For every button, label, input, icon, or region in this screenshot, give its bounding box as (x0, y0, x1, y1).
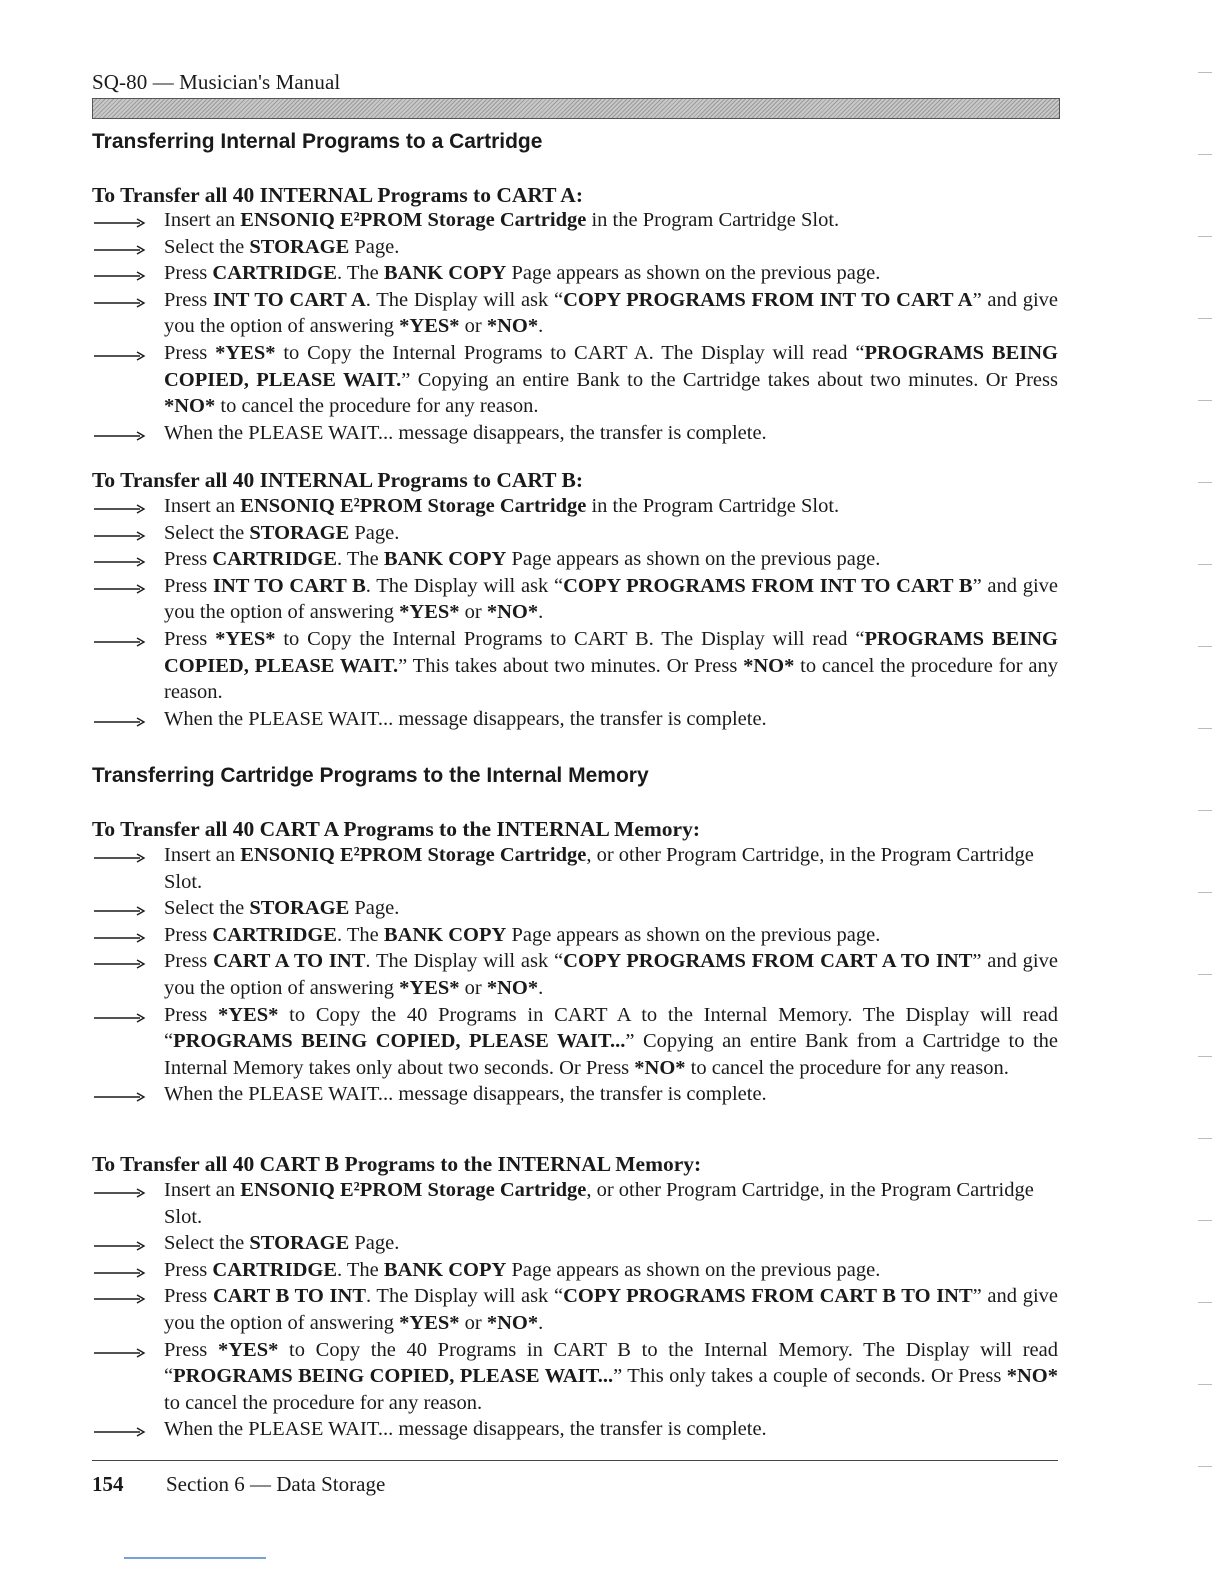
step-emphasis: *YES* (399, 976, 460, 999)
arrow-right-icon (92, 546, 152, 572)
step-emphasis: PROGRAMS BEING COPIED, PLEASE WAIT... (173, 1030, 626, 1053)
arrow-right-icon (92, 260, 152, 286)
procedure-step (92, 1337, 1058, 1417)
arrow-right-icon (92, 287, 152, 313)
step-run: to cancel the procedure for any reason. (685, 1056, 1009, 1079)
step-run: When the PLEASE WAIT... message disappears, the transfer is complete. (164, 1083, 767, 1106)
step-run: . The (337, 262, 384, 285)
procedure-title: To Transfer all 40 INTERNAL Programs to CART A: (92, 183, 583, 207)
arrow-right-icon (92, 626, 152, 652)
step-emphasis: ENSONIQ E²PROM Storage Cartridge (240, 1179, 587, 1201)
step-emphasis: *YES* (399, 601, 460, 624)
step-run: Press (164, 1338, 218, 1361)
procedure-step (92, 1416, 1058, 1443)
footer-rule (92, 1460, 1058, 1461)
step-emphasis: PROGRAMS BEING COPIED, PLEASE WAIT. (164, 341, 1058, 391)
scan-tick (1198, 728, 1212, 729)
step-emphasis: *NO* (743, 654, 795, 677)
arrow-right-icon (92, 573, 152, 599)
scan-tick (1198, 646, 1212, 647)
step-text (164, 207, 1058, 234)
scan-tick (1198, 810, 1212, 811)
arrow-right-icon (92, 842, 152, 868)
step-run: Page. (349, 897, 400, 920)
arrow-right-icon (92, 1177, 152, 1203)
section-heading: Transferring Internal Programs to a Cartridge (92, 130, 543, 153)
step-emphasis: PROGRAMS BEING COPIED, PLEASE WAIT... (173, 1365, 614, 1388)
step-run: . (538, 315, 544, 338)
step-emphasis: INT TO CART A (213, 288, 366, 311)
step-run: Press (164, 1258, 213, 1281)
step-emphasis: CARTRIDGE (212, 262, 337, 285)
step-run: . The Display will ask “ (365, 574, 564, 597)
step-run: or (459, 601, 487, 624)
step-run: , or other Program Cartridge, in the Program Cartridge Slot. (164, 1179, 1034, 1228)
step-run: , or other Program Cartridge, in the Program Cartridge Slot. (164, 844, 1034, 893)
scan-edge-ticks (1194, 0, 1224, 1584)
step-run: Select the (164, 897, 250, 920)
step-text (164, 1081, 1058, 1108)
step-emphasis: *YES* (217, 1338, 279, 1361)
scan-tick (1198, 400, 1212, 401)
arrow-right-icon (92, 1081, 152, 1107)
step-run: . The Display will ask “ (366, 1285, 564, 1308)
step-run: Insert an (164, 495, 241, 517)
scan-tick (1198, 1384, 1212, 1385)
step-text (164, 1177, 1058, 1230)
step-run: in the Program Cartridge Slot. (586, 495, 840, 517)
step-run: When the PLEASE WAIT... message disappears, the transfer is complete. (164, 1418, 767, 1441)
arrow-right-icon (92, 493, 152, 519)
procedure-step (92, 922, 1058, 949)
arrow-right-icon (92, 706, 152, 732)
step-run: ” and give you the option of answering (164, 950, 1058, 999)
arrow-right-icon (92, 1416, 152, 1442)
procedure-step (92, 1081, 1058, 1108)
step-emphasis: STORAGE (249, 521, 350, 544)
scan-tick (1198, 482, 1212, 483)
procedure-step (92, 895, 1058, 922)
procedure-title: To Transfer all 40 INTERNAL Programs to CART B: (92, 468, 583, 492)
step-text (164, 1416, 1058, 1443)
step-emphasis: COPY PROGRAMS FROM CART B TO INT (563, 1285, 973, 1308)
step-run: Page appears as shown on the previous page. (506, 548, 881, 571)
arrow-right-icon (92, 895, 152, 921)
scan-tick (1198, 892, 1212, 893)
scan-tick (1198, 1138, 1212, 1139)
scan-tick (1198, 1220, 1212, 1221)
scan-tick (1198, 1302, 1212, 1303)
scan-tick (1198, 154, 1212, 155)
step-run: in the Program Cartridge Slot. (586, 209, 840, 231)
procedure-step (92, 626, 1058, 706)
step-emphasis: *NO* (1006, 1365, 1058, 1388)
step-run: Page appears as shown on the previous page. (506, 923, 881, 946)
procedure-step (92, 207, 1058, 234)
section-heading: Transferring Cartridge Programs to the Internal Memory (92, 764, 649, 787)
step-run: . (538, 1311, 544, 1334)
step-emphasis: *YES* (215, 341, 276, 364)
arrow-right-icon (92, 520, 152, 546)
procedure-steps (92, 207, 1058, 446)
arrow-right-icon (92, 1337, 152, 1363)
step-emphasis: CARTRIDGE (212, 923, 337, 946)
procedure-step (92, 1002, 1058, 1082)
step-run: Press (164, 262, 213, 285)
step-run: Press (164, 574, 213, 597)
step-run: Insert an (164, 1179, 241, 1201)
procedure-step (92, 546, 1058, 573)
step-text (164, 1257, 1058, 1284)
step-emphasis: *NO* (486, 601, 539, 624)
step-text (164, 895, 1058, 922)
step-run: to Copy the Internal Programs to CART A. The Display will read “ (275, 341, 865, 364)
step-run: ” Copying an entire Bank from a Cartridge to the Internal Memory takes only about two seconds. Or Press (164, 1030, 1059, 1079)
step-run: Select the (164, 235, 250, 258)
step-emphasis: BANK COPY (383, 923, 507, 946)
arrow-right-icon (92, 1230, 152, 1256)
step-run: ” This takes about two minutes. Or Press (398, 654, 744, 677)
step-run: to Copy the 40 Programs in CART B to the Internal Memory. The Display will read “ (164, 1338, 1058, 1388)
procedure-title: To Transfer all 40 CART B Programs to the INTERNAL Memory: (92, 1152, 702, 1176)
procedure-step (92, 1230, 1058, 1257)
step-emphasis: COPY PROGRAMS FROM CART A TO INT (563, 950, 973, 973)
procedure-step (92, 1283, 1058, 1336)
scan-tick (1198, 1056, 1212, 1057)
step-run: to Copy the 40 Programs in CART A to the Internal Memory. The Display will read “ (164, 1003, 1058, 1053)
step-run: Press (164, 950, 214, 973)
step-emphasis: CART B TO INT (212, 1285, 366, 1308)
step-run: . (538, 601, 544, 624)
step-run: . The Display will ask “ (365, 288, 564, 311)
step-run: . The (337, 1258, 384, 1281)
step-run: to cancel the procedure for any reason. (164, 654, 1058, 704)
arrow-right-icon (92, 234, 152, 260)
procedure-steps (92, 1177, 1058, 1443)
step-emphasis: *YES* (218, 1003, 279, 1026)
step-run: ” and give you the option of answering (164, 288, 1058, 338)
step-run: Select the (164, 521, 250, 544)
step-run: Press (164, 288, 213, 311)
step-run: Page. (349, 235, 400, 258)
step-text (164, 340, 1058, 420)
step-text (164, 573, 1058, 626)
step-run: Select the (164, 1232, 250, 1255)
step-emphasis: *YES* (215, 627, 276, 650)
step-run: Page. (349, 1232, 400, 1255)
step-emphasis: BANK COPY (383, 262, 507, 285)
step-text (164, 922, 1058, 949)
step-run: or (459, 1311, 487, 1334)
step-emphasis: COPY PROGRAMS FROM INT TO CART A (563, 288, 973, 311)
procedure-steps (92, 842, 1058, 1108)
step-run: ” and give you the option of answering (164, 1285, 1058, 1334)
step-run: Press (164, 627, 216, 650)
step-text (164, 234, 1058, 261)
step-run: ” This only takes a couple of seconds. Or Press (613, 1365, 1007, 1388)
procedure-step (92, 420, 1058, 447)
arrow-right-icon (92, 207, 152, 233)
step-emphasis: COPY PROGRAMS FROM INT TO CART B (563, 574, 973, 597)
step-run: When the PLEASE WAIT... message disappears, the transfer is complete. (164, 707, 767, 730)
procedure-step (92, 1257, 1058, 1284)
step-emphasis: STORAGE (249, 235, 350, 258)
arrow-right-icon (92, 420, 152, 446)
procedure-step (92, 493, 1058, 520)
step-text (164, 260, 1058, 287)
step-run: Press (164, 1285, 213, 1308)
step-run: to cancel the procedure for any reason. (164, 1391, 483, 1414)
step-text (164, 1230, 1058, 1257)
procedure-step (92, 948, 1058, 1001)
page-number: 154 (92, 1472, 124, 1496)
step-emphasis: *YES* (399, 1311, 460, 1334)
procedure-step (92, 340, 1058, 420)
procedure-step (92, 842, 1058, 895)
arrow-right-icon (92, 948, 152, 974)
step-emphasis: BANK COPY (383, 1258, 507, 1281)
step-run: Insert an (164, 844, 241, 866)
step-text (164, 706, 1058, 733)
step-run: Page. (349, 521, 400, 544)
step-run: or (459, 976, 487, 999)
step-emphasis: CARTRIDGE (212, 548, 337, 571)
procedure-step (92, 260, 1058, 287)
procedure-steps (92, 493, 1058, 732)
arrow-right-icon (92, 922, 152, 948)
step-run: Press (164, 548, 213, 571)
scan-tick (1198, 318, 1212, 319)
step-run: . The Display will ask “ (365, 950, 564, 973)
procedure-step (92, 287, 1058, 340)
step-text (164, 1337, 1058, 1417)
step-text (164, 842, 1058, 895)
step-run: Page appears as shown on the previous page. (506, 1258, 881, 1281)
scan-tick (1198, 974, 1212, 975)
procedure-step (92, 573, 1058, 626)
step-emphasis: *NO* (486, 315, 539, 338)
step-run: to Copy the Internal Programs to CART B. The Display will read “ (275, 627, 865, 650)
step-run: or (459, 315, 487, 338)
scan-tick (1198, 72, 1212, 73)
step-run: ” Copying an entire Bank to the Cartridge takes about two minutes. Or Press (401, 368, 1058, 391)
step-run: When the PLEASE WAIT... message disappears, the transfer is complete. (164, 421, 767, 444)
step-text (164, 948, 1058, 1001)
header-rule-band (92, 98, 1060, 119)
procedure-step (92, 520, 1058, 547)
step-text (164, 520, 1058, 547)
step-emphasis: ENSONIQ E²PROM Storage Cartridge (240, 844, 587, 866)
scan-tick (1198, 236, 1212, 237)
footer-section-title: Section 6 — Data Storage (166, 1472, 386, 1496)
step-emphasis: *NO* (486, 1311, 539, 1334)
step-emphasis: STORAGE (249, 1232, 350, 1255)
step-emphasis: *NO* (486, 976, 539, 999)
step-text (164, 493, 1058, 520)
scan-mark (124, 1557, 266, 1559)
step-run: Page appears as shown on the previous page. (506, 262, 881, 285)
step-emphasis: *NO* (164, 395, 216, 418)
procedure-title: To Transfer all 40 CART A Programs to the INTERNAL Memory: (92, 817, 701, 841)
step-run: . The (337, 548, 384, 571)
step-text (164, 1002, 1058, 1082)
step-emphasis: CARTRIDGE (212, 1258, 337, 1281)
step-emphasis: *YES* (399, 315, 460, 338)
procedure-step (92, 706, 1058, 733)
step-run: ” and give you the option of answering (164, 574, 1058, 624)
arrow-right-icon (92, 340, 152, 366)
step-emphasis: ENSONIQ E²PROM Storage Cartridge (240, 495, 587, 517)
step-emphasis: *NO* (634, 1056, 686, 1079)
procedure-step (92, 1177, 1058, 1230)
step-emphasis: PROGRAMS BEING COPIED, PLEASE WAIT. (164, 627, 1058, 677)
step-run: Press (164, 341, 216, 364)
step-text (164, 546, 1058, 573)
scan-tick (1198, 564, 1212, 565)
step-run: . (538, 976, 544, 999)
step-emphasis: STORAGE (249, 897, 350, 920)
step-emphasis: INT TO CART B (213, 574, 366, 597)
step-run: Press (164, 1003, 219, 1026)
step-text (164, 626, 1058, 706)
scan-tick (1198, 1466, 1212, 1467)
step-emphasis: ENSONIQ E²PROM Storage Cartridge (240, 209, 587, 231)
step-run: Press (164, 923, 213, 946)
arrow-right-icon (92, 1283, 152, 1309)
step-text (164, 287, 1058, 340)
step-text (164, 1283, 1058, 1336)
arrow-right-icon (92, 1257, 152, 1283)
step-run: Insert an (164, 209, 241, 231)
procedure-step (92, 234, 1058, 261)
arrow-right-icon (92, 1002, 152, 1028)
step-run: to cancel the procedure for any reason. (215, 395, 539, 418)
step-text (164, 420, 1058, 447)
step-run: . The (337, 923, 384, 946)
step-emphasis: CART A TO INT (213, 950, 366, 973)
step-emphasis: BANK COPY (383, 548, 507, 571)
running-header: SQ-80 — Musician's Manual (92, 70, 341, 94)
